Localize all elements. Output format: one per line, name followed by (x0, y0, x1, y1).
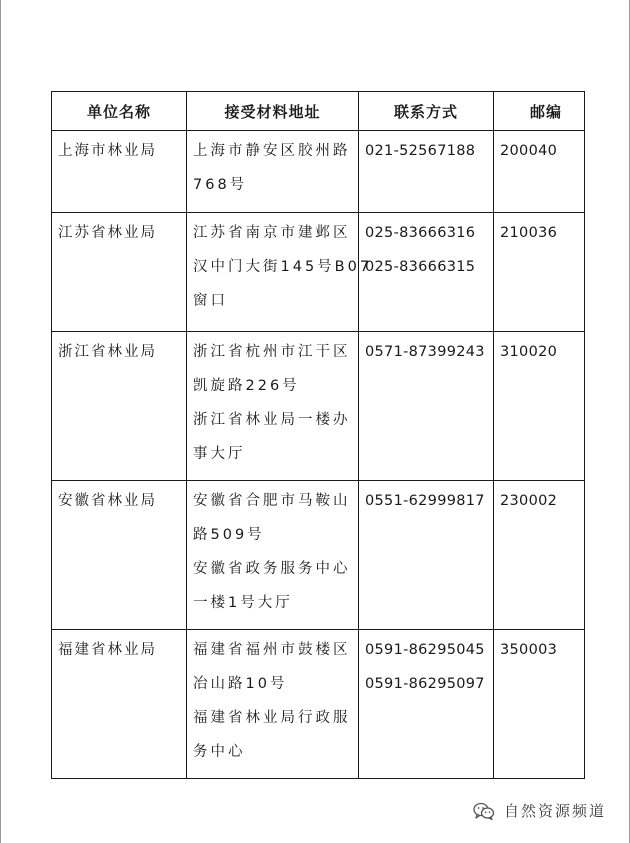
table-row (52, 131, 585, 213)
table-row (52, 213, 585, 332)
unit-name-cell: 福建省林业局 (52, 630, 187, 779)
address-line: 768号 (193, 177, 248, 193)
address-line: 汉中门大街145号B07 (193, 259, 373, 275)
phone-cell (359, 481, 494, 630)
address-line: 凯旋路226号 (193, 378, 300, 394)
phone-number: 0591-86295097 (365, 676, 485, 692)
unit-name-cell: 上海市林业局 (52, 131, 187, 213)
phone-number: 021-52567188 (365, 143, 476, 159)
header-address: 接受材料地址 (187, 92, 359, 131)
page-border-left (0, 0, 1, 843)
address-line: 务中心 (193, 744, 246, 760)
header-postcode: 邮编 (494, 92, 585, 131)
phone-cell (359, 332, 494, 481)
table-row (52, 630, 585, 779)
postcode-cell: 210036 (494, 213, 585, 332)
address-cell (187, 481, 359, 630)
address-line: 事大厅 (193, 446, 246, 462)
address-line: 冶山路10号 (193, 676, 288, 692)
phone-cell (359, 131, 494, 213)
address-cell (187, 131, 359, 213)
address-line: 窗口 (193, 293, 228, 309)
phone-number: 025-83666316 (365, 225, 476, 241)
postcode-cell: 230002 (494, 481, 585, 630)
watermark-text: 自然资源频道 (503, 802, 606, 820)
address-line: 安徽省政务服务中心 (193, 561, 351, 577)
address-line: 安徽省合肥市马鞍山 (193, 493, 351, 509)
unit-name-cell: 安徽省林业局 (52, 481, 187, 630)
address-line: 福建省福州市鼓楼区 (193, 642, 351, 658)
postcode-cell: 310020 (494, 332, 585, 481)
address-cell (187, 332, 359, 481)
header-row (52, 92, 585, 131)
wechat-icon (473, 802, 495, 820)
phone-number: 025-83666315 (365, 259, 476, 275)
source-watermark (473, 800, 606, 821)
address-line: 上海市静安区胶州路 (193, 143, 351, 159)
postcode-cell: 200040 (494, 131, 585, 213)
phone-cell (359, 630, 494, 779)
header-contact: 联系方式 (359, 92, 494, 131)
address-cell (187, 630, 359, 779)
address-line: 福建省林业局行政服 (193, 710, 351, 726)
phone-number: 0591-86295045 (365, 642, 485, 658)
unit-name-cell: 浙江省林业局 (52, 332, 187, 481)
address-line: 江苏省南京市建邺区 (193, 225, 351, 241)
unit-name-cell: 江苏省林业局 (52, 213, 187, 332)
address-cell (187, 213, 373, 332)
address-line: 一楼1号大厅 (193, 595, 293, 611)
table-row (52, 332, 585, 481)
phone-cell (359, 213, 494, 332)
table-row (52, 481, 585, 630)
address-line: 浙江省杭州市江干区 (193, 344, 351, 360)
address-line: 路509号 (193, 527, 265, 543)
phone-number: 0551-62999817 (365, 493, 485, 509)
phone-number: 0571-87399243 (365, 344, 485, 360)
address-line: 浙江省林业局一楼办 (193, 412, 351, 428)
postcode-cell: 350003 (494, 630, 585, 779)
header-unit-name: 单位名称 (52, 92, 187, 131)
units-table (51, 91, 585, 779)
